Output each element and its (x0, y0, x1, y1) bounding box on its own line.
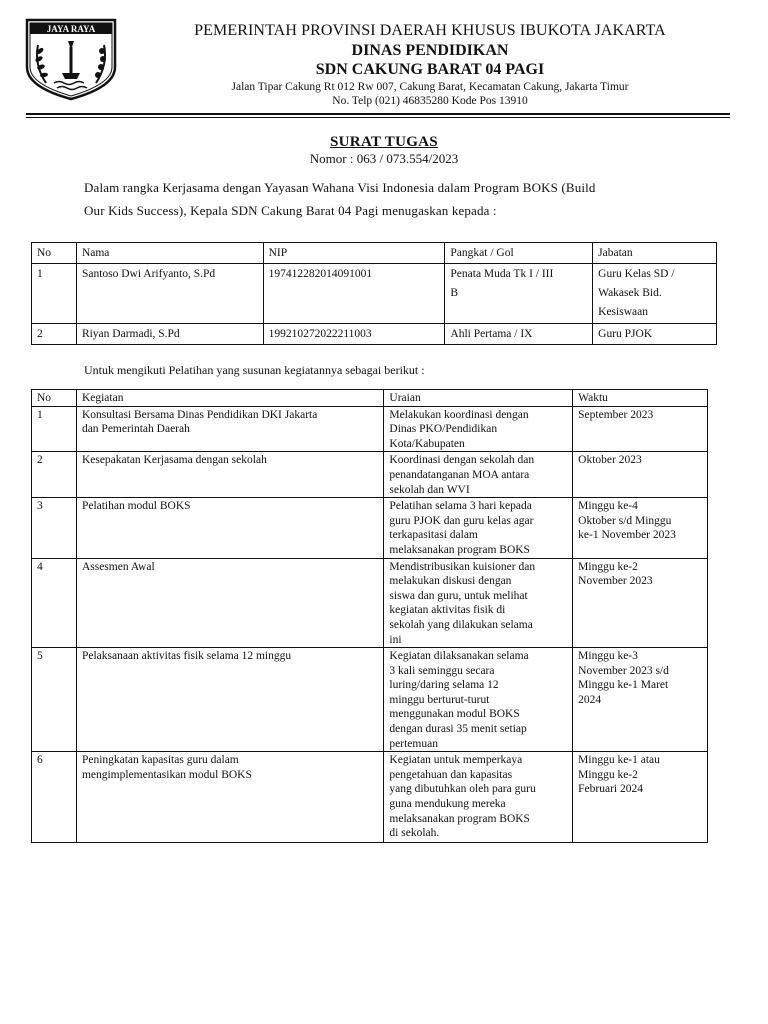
cell-nama: Santoso Dwi Arifyanto, S.Pd (76, 264, 263, 324)
cell-no: 2 (32, 452, 77, 498)
cell-kegiatan: Peningkatan kapasitas guru dalam mengimplementasikan modul BOKS (76, 752, 383, 843)
cell-waktu: September 2023 (573, 406, 708, 452)
school-address: Jalan Tipar Cakung Rt 012 Rw 007, Cakung Barat, Kecamatan Cakung, Jakarta Timur (231, 81, 629, 93)
department-name: DINAS PENDIDIKAN (351, 42, 509, 59)
cell-kegiatan: Pelatihan modul BOKS (76, 498, 383, 558)
cell-waktu: Minggu ke-1 atau Minggu ke-2 Februari 2024 (573, 752, 708, 843)
document-title: SURAT TUGAS (330, 134, 438, 150)
header-nama: Nama (76, 243, 263, 264)
table-row (32, 498, 708, 558)
cell-uraian: Pelatihan selama 3 hari kepada guru PJOK dan guru kelas agar terkapasitasi dalam melaksanakan program BOKS (384, 498, 573, 558)
table-row (32, 452, 708, 498)
cell-uraian: Kegiatan untuk memperkaya pengetahuan dan kapasitas yang dibutuhkan oleh para guru guna mendukung mereka melaksanakan program BOKS di sekolah. (384, 752, 573, 843)
letterhead (0, 0, 768, 120)
intro-line-2: Our Kids Success), Kepala SDN Cakung Barat 04 Pagi menugaskan kepada : (84, 203, 497, 218)
staff-table-header (32, 243, 717, 264)
cell-kegiatan: Pelaksanaan aktivitas fisik selama 12 minggu (76, 648, 383, 752)
table-row (32, 752, 708, 843)
cell-jabatan: Guru Kelas SD / Wakasek Bid. Kesiswaan (593, 264, 717, 324)
cell-no: 1 (32, 264, 77, 324)
cell-kegiatan: Kesepakatan Kerjasama dengan sekolah (76, 452, 383, 498)
cell-nama: Riyan Darmadi, S.Pd (76, 324, 263, 345)
header-pangkat: Pangkat / Gol (445, 243, 593, 264)
cell-uraian: Koordinasi dengan sekolah dan penandatanganan MOA antara sekolah dan WVI (384, 452, 573, 498)
cell-kegiatan: Konsultasi Bersama Dinas Pendidikan DKI Jakarta dan Pemerintah Daerah (76, 406, 383, 452)
staff-table (31, 242, 717, 345)
title-block (0, 133, 768, 167)
activity-table-header (32, 390, 708, 407)
cell-uraian: Kegiatan dilaksanakan selama 3 kali seminggu secara luring/daring selama 12 minggu berturut-turut menggunakan modul BOKS dengan durasi 35 menit setiap pertemuan (384, 648, 573, 752)
cell-no: 3 (32, 498, 77, 558)
table-row (32, 406, 708, 452)
government-name: PEMERINTAH PROVINSI DAERAH KHUSUS IBUKOTA JAKARTA (194, 22, 666, 39)
school-name: SDN CAKUNG BARAT 04 PAGI (315, 61, 545, 78)
cell-uraian: Mendistribusikan kuisioner dan melakukan diskusi dengan siswa dan guru, untuk melihat kegiatan aktivitas fisik di sekolah yang dilakukan selama ini (384, 558, 573, 648)
cell-no: 6 (32, 752, 77, 843)
school-contact: No. Telp (021) 46835280 Kode Pos 13910 (332, 95, 528, 107)
table-row (32, 324, 717, 345)
intro-paragraph (84, 176, 724, 222)
header-nip: NIP (263, 243, 445, 264)
cell-nip: 199210272022211003 (263, 324, 445, 345)
jakarta-crest-logo (24, 17, 118, 102)
header-uraian: Uraian (384, 390, 573, 407)
cell-waktu: Oktober 2023 (573, 452, 708, 498)
cell-pangkat: Ahli Pertama / IX (445, 324, 593, 345)
cell-jabatan: Guru PJOK (593, 324, 717, 345)
svg-text:JAYA RAYA: JAYA RAYA (46, 24, 96, 34)
cell-kegiatan: Assesmen Awal (76, 558, 383, 648)
cell-no: 4 (32, 558, 77, 648)
activity-intro: Untuk mengikuti Pelatihan yang susunan kegiatannya sebagai berikut : (84, 363, 425, 377)
document-number: Nomor : 063 / 073.554/2023 (309, 151, 459, 166)
header-waktu: Waktu (573, 390, 708, 407)
cell-uraian: Melakukan koordinasi dengan Dinas PKO/Pendidikan Kota/Kabupaten (384, 406, 573, 452)
table-row (32, 558, 708, 648)
cell-no: 1 (32, 406, 77, 452)
cell-waktu: Minggu ke-3 November 2023 s/d Minggu ke-1 Maret 2024 (573, 648, 708, 752)
letterhead-rule-thin (26, 117, 730, 118)
cell-no: 2 (32, 324, 77, 345)
cell-waktu: Minggu ke-2 November 2023 (573, 558, 708, 648)
cell-nip: 197412282014091001 (263, 264, 445, 324)
header-no: No (32, 243, 77, 264)
activity-table (31, 389, 708, 843)
table-row (32, 648, 708, 752)
header-kegiatan: Kegiatan (76, 390, 383, 407)
cell-pangkat: Penata Muda Tk I / III B (445, 264, 593, 324)
intro-line-1: Dalam rangka Kerjasama dengan Yayasan Wahana Visi Indonesia dalam Program BOKS (Build (84, 180, 596, 195)
letterhead-rule-thick (26, 113, 730, 115)
cell-no: 5 (32, 648, 77, 752)
letterhead-text (128, 20, 732, 108)
header-jabatan: Jabatan (593, 243, 717, 264)
cell-waktu: Minggu ke-4 Oktober s/d Minggu ke-1 November 2023 (573, 498, 708, 558)
header-no: No (32, 390, 77, 407)
table-row (32, 264, 717, 324)
